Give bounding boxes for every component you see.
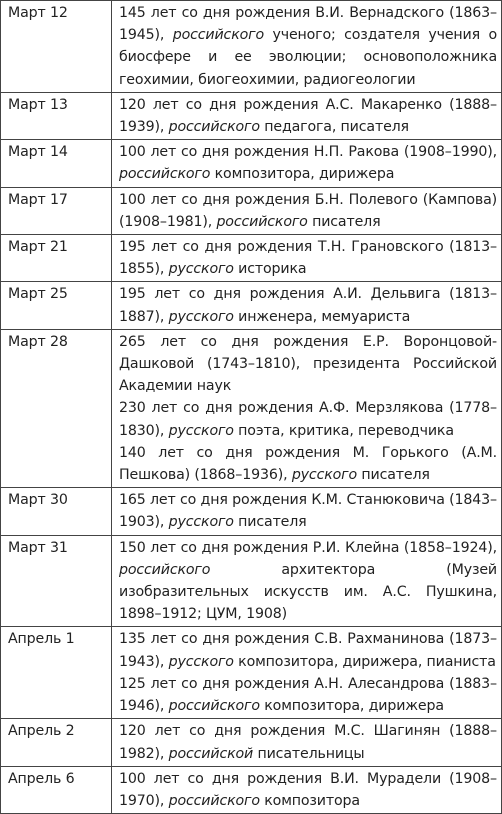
description-cell [112,719,502,766]
entry-text: 150 лет со дня рождения Р.И. Клейна (1858–1924), [119,539,497,556]
date-cell: Март 31 [1,535,112,627]
description-cell [112,140,502,187]
entry-text-tail: писательницы [253,745,365,762]
anniversary-entry [119,189,497,233]
anniversary-entry [119,94,497,138]
entry-text-tail: писателя [307,213,381,230]
date-cell: Март 12 [1,1,112,93]
entry-text: 100 лет со дня рождения Б.Н. Полевого (Кампова) (1908–1981), [119,191,497,230]
entry-text: 120 лет со дня рождения А.С. Макаренко (1888–1939), [119,96,497,136]
anniversary-entry [119,283,497,327]
table-row [1,329,502,487]
date-cell: Март 13 [1,92,112,139]
description-cell [112,329,502,487]
description-cell [112,92,502,139]
entry-text: 125 лет со дня рождения А.Н. Алесандрова (1883–1946), [119,675,497,715]
description-cell [112,282,502,329]
entry-text-tail: педагога, писателя [259,119,409,136]
description-cell [112,488,502,535]
entry-nationality: российского [168,698,260,715]
table-body [1,1,502,814]
date-cell: Март 14 [1,140,112,187]
entry-nationality: российского [168,792,260,809]
entry-text-tail: поэта, критика, переводчика [233,422,454,439]
table-row [1,235,502,282]
entry-text: 100 лет со дня рождения Н.П. Ракова (1908–1990), [119,144,497,161]
anniversary-entry [119,397,497,441]
entry-nationality: российского [172,27,264,44]
entry-text-tail: писателя [357,467,430,484]
date-cell: Апрель 2 [1,719,112,766]
entry-text: 140 лет со дня рождения М. Горького (А.М. Пешкова) (1868–1936), [119,444,497,484]
entry-nationality: русского [291,467,358,484]
entry-nationality: российского [119,166,211,183]
table-row [1,187,502,234]
table-row [1,282,502,329]
entry-text: 195 лет со дня рождения Т.Н. Грановского (1813–1855), [119,239,497,278]
anniversary-entry [119,141,497,185]
entry-text: 120 лет со дня рождения М.С. Шагинян (1888–1982), [119,723,497,762]
entry-text-tail: композитора, дирижера [259,698,444,715]
anniversary-entry [119,442,497,486]
entry-text-tail: композитора [259,792,360,809]
entry-nationality: русского [168,261,234,278]
table-row [1,1,502,93]
entry-nationality: российской [168,745,254,762]
entry-text-tail: историка [233,261,307,278]
entry-text: 165 лет со дня рождения К.М. Станюковича (1843–1903), [119,492,497,531]
table-row [1,627,502,719]
entry-text: 265 лет со дня рождения Е.Р. Воронцовой-Дашковой (1743–1810), президента Российской Академии наук [119,333,497,395]
entry-text-tail: композитора, дирижера [210,166,395,183]
entry-text: 145 лет со дня рождения В.И. Вернадского (1863–1945), [119,5,497,44]
entry-text: 100 лет со дня рождения В.И. Мурадели (1908–1970), [119,770,497,809]
entry-text-tail: композитора, дирижера, пианиста [233,653,496,670]
entry-nationality: российского [168,119,260,136]
date-cell: Март 17 [1,187,112,234]
anniversary-entry [119,768,497,812]
table-row [1,719,502,766]
anniversary-entry [119,537,497,626]
date-cell: Март 30 [1,488,112,535]
entry-text: 195 лет со дня рождения А.И. Дельвига (1813–1887), [119,286,497,325]
table-row [1,92,502,139]
anniversary-entry [119,2,497,91]
entry-nationality: русского [168,514,234,531]
table-row [1,140,502,187]
anniversary-entry [119,628,497,672]
entry-nationality: российского [216,213,308,230]
table-row [1,535,502,627]
entry-nationality: русского [168,308,234,325]
entry-nationality: российского [119,561,211,578]
description-cell [112,627,502,719]
anniversary-entry [119,331,497,398]
date-cell: Март 28 [1,329,112,487]
entry-text-tail: инженера, мемуариста [233,308,411,325]
date-cell: Апрель 1 [1,627,112,719]
entry-text: 230 лет со дня рождения А.Ф. Мерзлякова (1778–1830), [119,400,497,439]
date-cell: Апрель 6 [1,766,112,813]
date-cell: Март 25 [1,282,112,329]
entry-text-tail: писателя [233,514,307,531]
table-row [1,766,502,813]
entry-text-tail: ученого; создателя учения о биосфере и ее эволюции; основоположника геохимии, биогеохимии, радиогеологии [119,27,497,88]
date-cell: Март 21 [1,235,112,282]
entry-nationality: русского [168,653,234,670]
anniversary-entry [119,720,497,764]
anniversary-entry [119,489,497,533]
description-cell [112,235,502,282]
table-row [1,488,502,535]
anniversary-entry [119,236,497,280]
entry-text-tail: архитектора (Музей изобразительных искусств им. А.С. Пушкина, 1898–1912; ЦУМ, 1908) [119,561,497,623]
description-cell [112,187,502,234]
description-cell [112,535,502,627]
entry-text: 135 лет со дня рождения С.В. Рахманинова (1873–1943), [119,631,497,670]
anniversary-entry [119,673,497,717]
entry-nationality: русского [168,422,234,439]
description-cell [112,1,502,93]
description-cell [112,766,502,813]
